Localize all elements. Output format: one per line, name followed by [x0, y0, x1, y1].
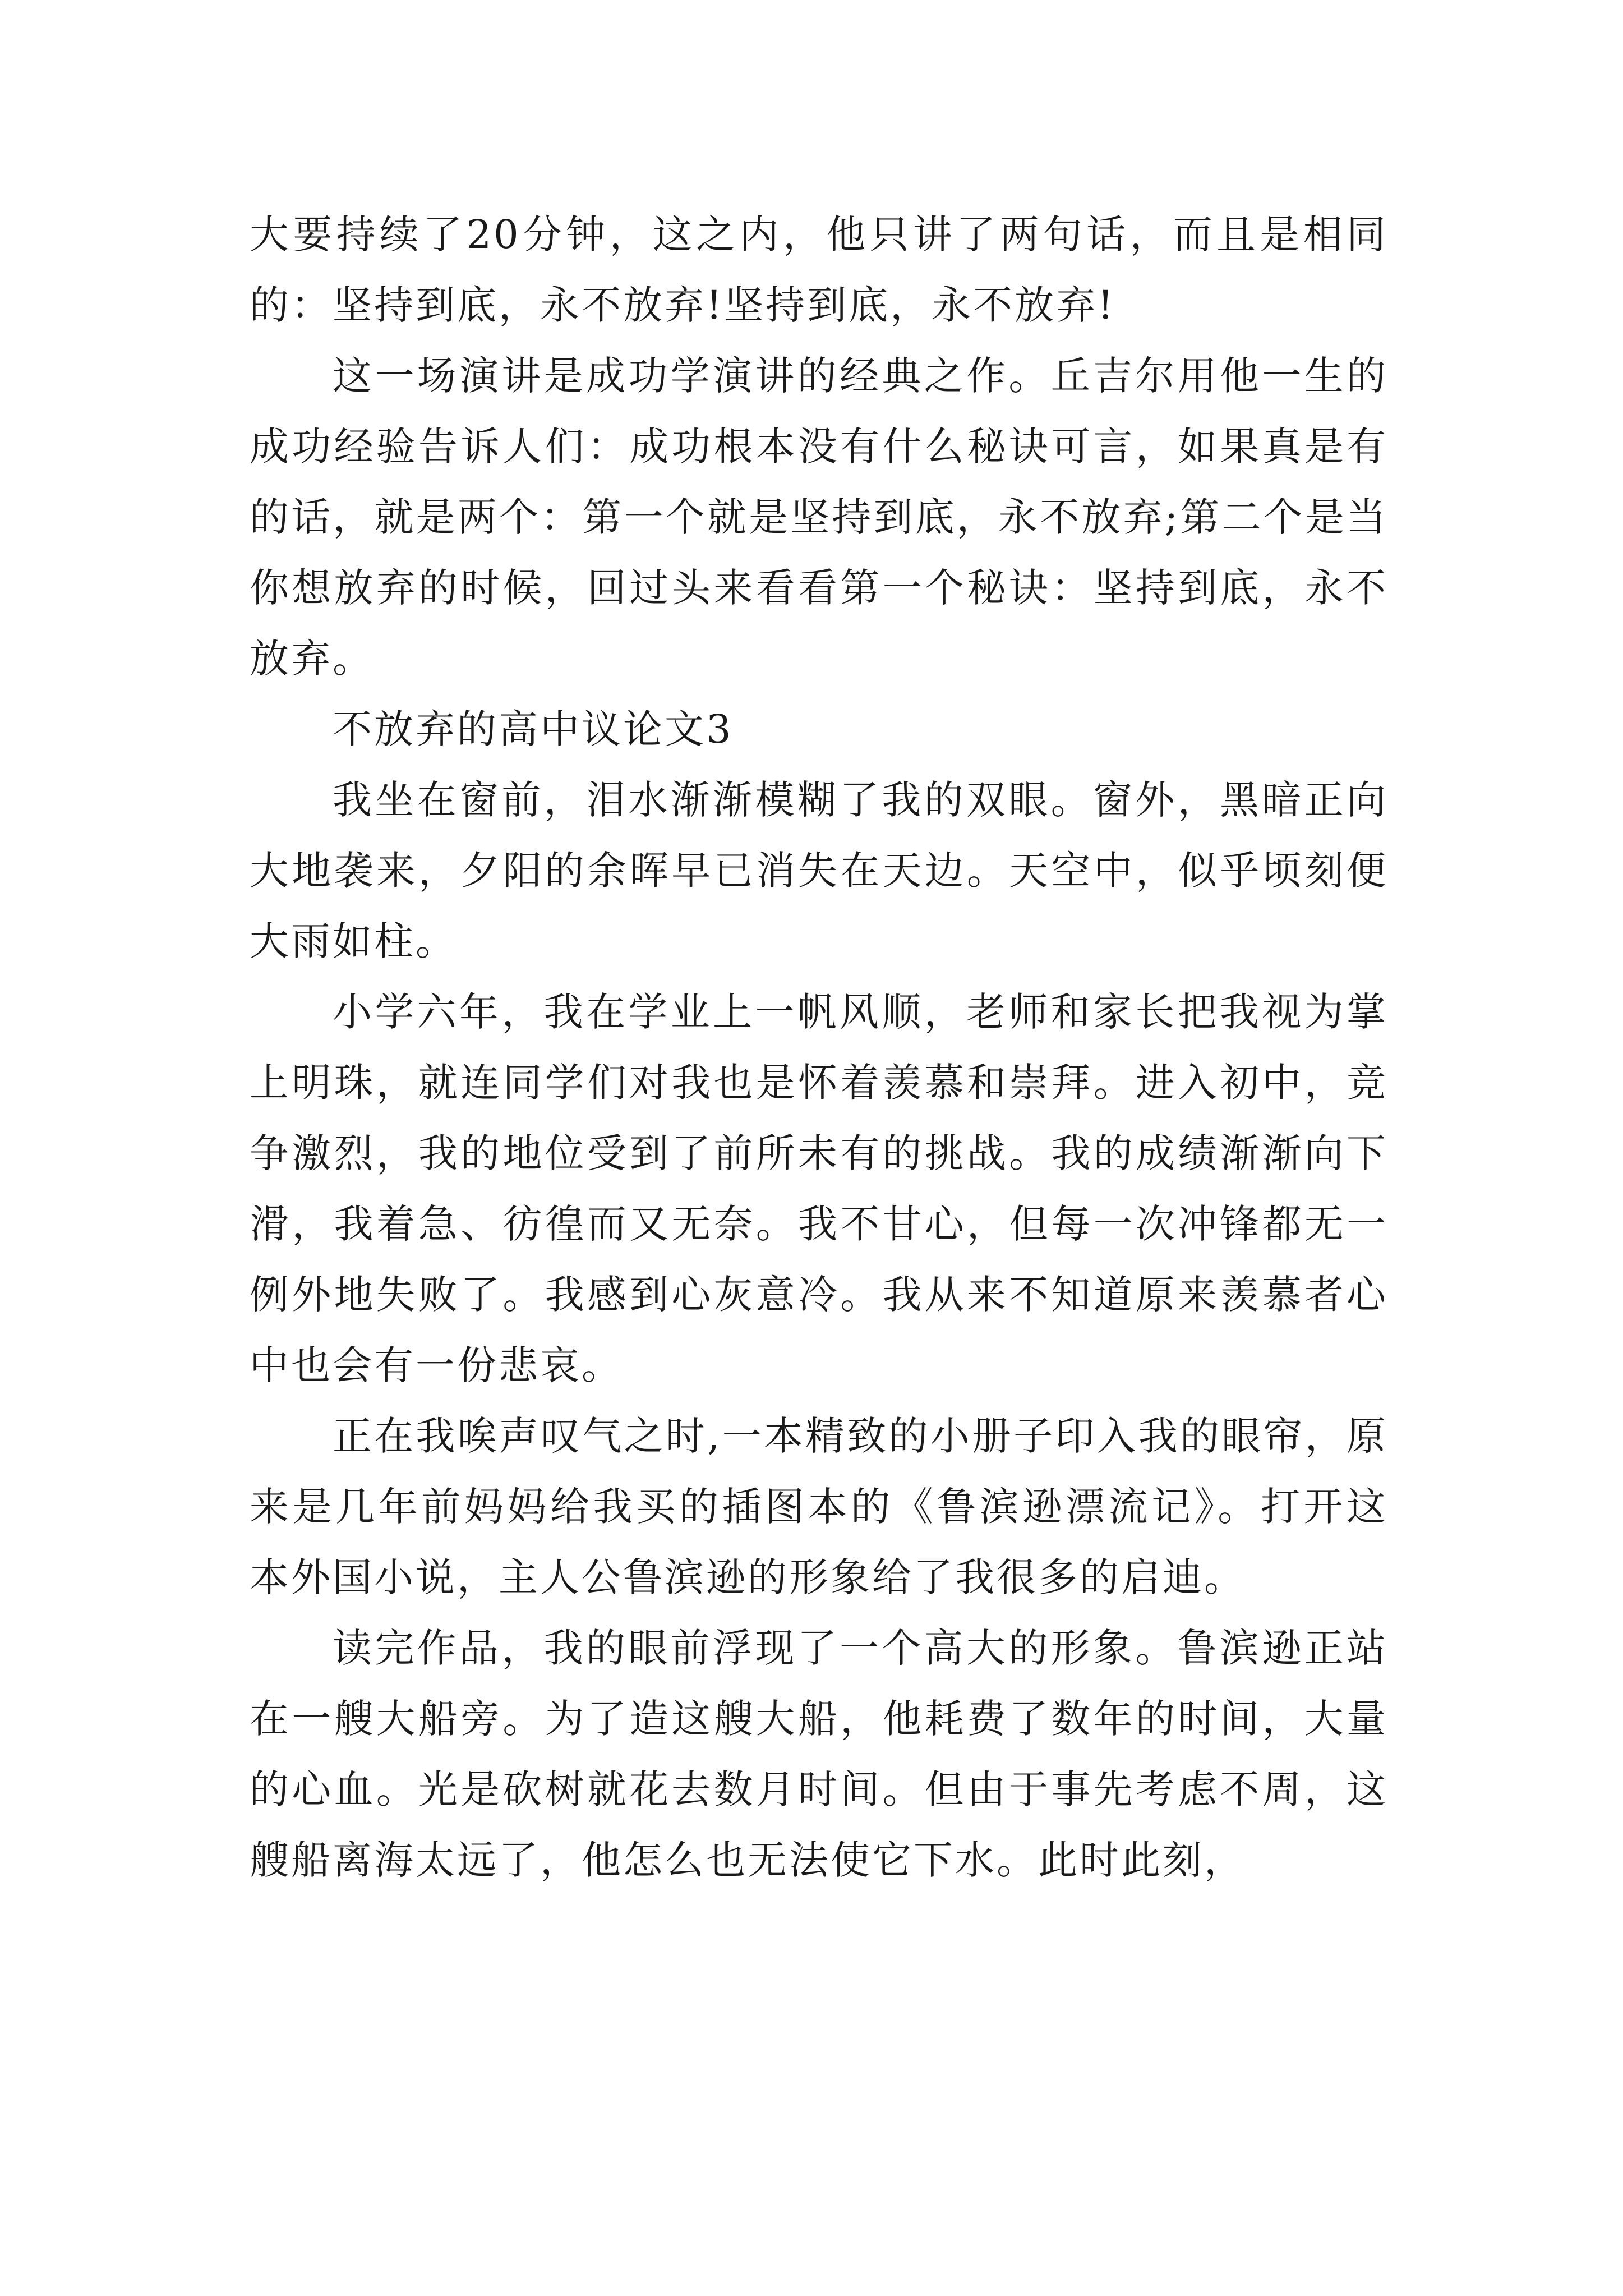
- paragraph-continuation: 大要持续了20分钟，这之内，他只讲了两句话，而且是相同的：坚持到底，永不放弃!坚持到底，永不放弃!: [250, 211, 1388, 328]
- paragraph-robinson-ship: 读完作品，我的眼前浮现了一个高大的形象。鲁滨逊正站在一艘大船旁。为了造这艘大船，他耗费了数年的时间，大量的心血。光是砍树就花去数月时间。但由于事先考虑不周，这艘船离海太远了，他怎么也无法使它下水。此时此刻，: [250, 1625, 1388, 1883]
- paragraph-window: 我坐在窗前，泪水渐渐模糊了我的双眼。窗外，黑暗正向大地袭来，夕阳的余晖早已消失在天边。天空中，似乎顷刻便大雨如柱。: [250, 777, 1388, 964]
- paragraph-churchill-speech: 这一场演讲是成功学演讲的经典之作。丘吉尔用他一生的成功经验告诉人们：成功根本没有什么秘诀可言，如果真是有的话，就是两个：第一个就是坚持到底，永不放弃;第二个是当你想放弃的时候，回过头来看看第一个秘诀：坚持到底，永不放弃。: [250, 353, 1388, 682]
- essay-heading: 不放弃的高中议论文3: [333, 706, 734, 752]
- paragraph-robinson-book: 正在我唉声叹气之时,一本精致的小册子印入我的眼帘，原来是几年前妈妈给我买的插图本的《鲁滨逊漂流记》。打开这本外国小说，主人公鲁滨逊的形象给了我很多的启迪。: [250, 1413, 1388, 1600]
- paragraph-school-years: 小学六年，我在学业上一帆风顺，老师和家长把我视为掌上明珠，就连同学们对我也是怀着羡慕和崇拜。进入初中，竞争激烈，我的地位受到了前所未有的挑战。我的成绩渐渐向下滑，我着急、彷徨而又无奈。我不甘心，但每一次冲锋都无一例外地失败了。我感到心灰意冷。我从来不知道原来羡慕者心中也会有一份悲哀。: [250, 989, 1388, 1388]
- document-body: [250, 199, 1388, 1895]
